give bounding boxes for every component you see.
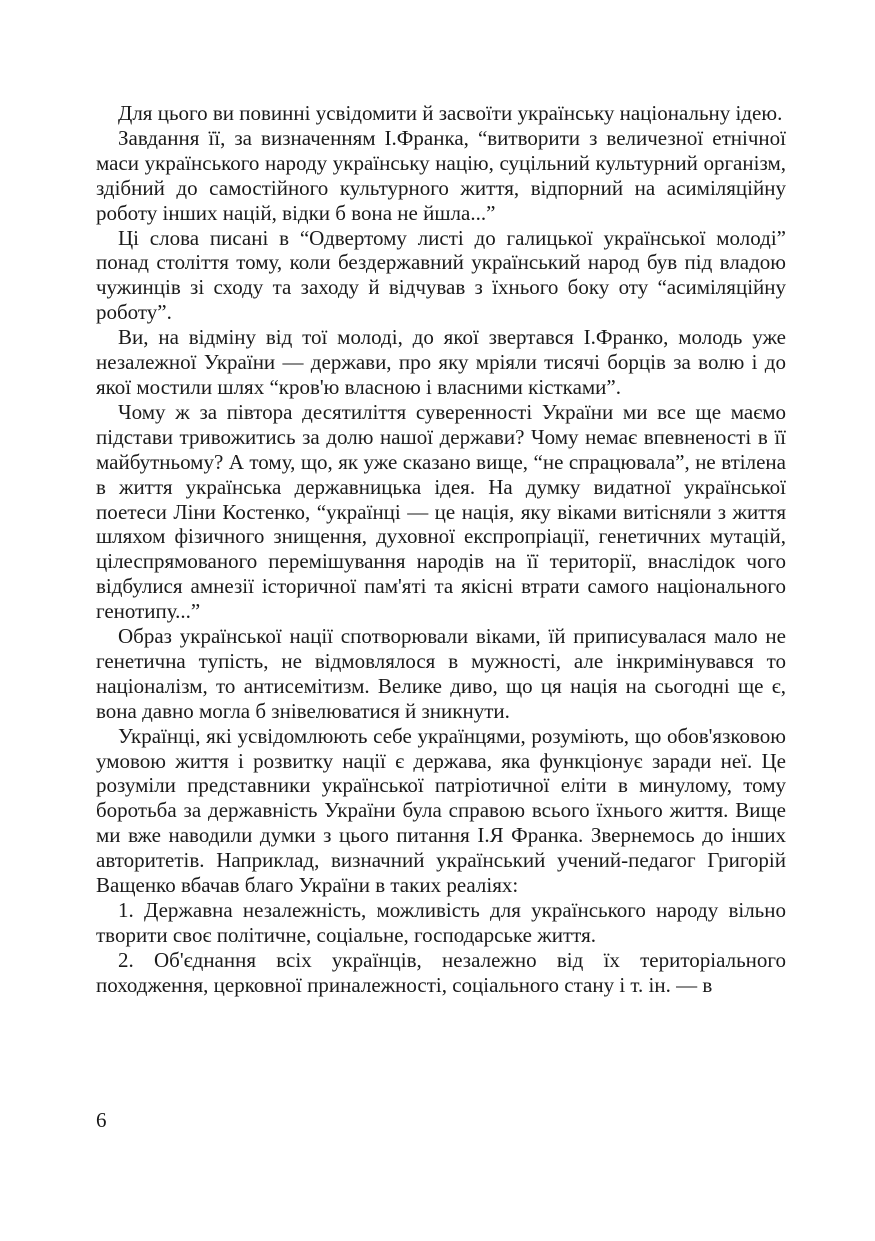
paragraph-6: Образ української нації спотворювали віками, їй приписувалася мало не генетична тупість, не відмовлялося в мужності, але інкримінувався то націоналізм, то антисемітизм. Велике диво, що ця нація на сьогодні ще є, вона давно могла б знівелюватися й зникнути. — [96, 624, 786, 723]
list-item-1: 1. Державна незалежність, можливість для українського народу вільно творити своє політичне, соціальне, господарське життя. — [96, 898, 786, 947]
paragraph-1: Для цього ви повинні усвідомити й засвоїти українську національну ідею. — [118, 101, 783, 125]
paragraph-7: Українці, які усвідомлюють себе українцями, розуміють, що обов'язковою умовою життя і розвитку нації є держава, яка функціонує заради неї. Це розуміли представники української патріотичної еліти в минулому, тому боротьба за державність України була справою всього їхнього життя. Вище ми вже наводили думки з цього питання І.Я Франка. Звернемось до інших авторитетів. Наприклад, визначний український учений-педагог Григорій Ващенко вбачав благо України в таких реаліях: — [96, 723, 786, 898]
paragraph-5: Чому ж за півтора десятиліття суверенності України ми все ще маємо підстави тривожитись за долю нашої держави? Чому немає впевненості в її майбутньому? А тому, що, як уже сказано вище, “не спрацювала”, не втілена в життя українська державницька ідея. На думку видатної української поетеси Ліни Костенко, “українці — це нація, яку віками витісняли з життя шляхом фізичного знищення, духовної експропріації, генетичних мутацій, цілеспрямованого перемішування народів на її території, внаслідок чого відбулися амнезії історичної пам'яті та якісні втрати самого національного генотипу...” — [96, 399, 786, 624]
page-number: 6 — [96, 1108, 107, 1132]
list-item-2: 2. Об'єднання всіх українців, незалежно від їх територіального походження, церковної приналежності, соціального стану і т. ін. — в — [96, 947, 786, 997]
paragraph-2: Завдання її, за визначенням І.Франка, “витворити з величезної етнічної маси українського народу українську націю, суцільний культурний організм, здібний до самостійного культурного життя, відпорний на асиміляційну роботу інших націй, відки б вона не йшла...” — [96, 125, 786, 225]
paragraph-3: Ці слова писані в “Одвертому листі до галицької української молоді” понад століття тому, коли бездержавний український народ був під владою чужинців зі сходу та заходу й відчував з їхнього боку оту “асиміляційну роботу”. — [96, 225, 786, 325]
paragraph-4: Ви, на відміну від тої молоді, до якої звертався І.Франко, молодь уже незалежної України — держави, про яку мріяли тисячі борців за волю і до якої мостили шлях “кров'ю власною і власними кістками”. — [96, 325, 786, 399]
document-body — [96, 101, 786, 998]
